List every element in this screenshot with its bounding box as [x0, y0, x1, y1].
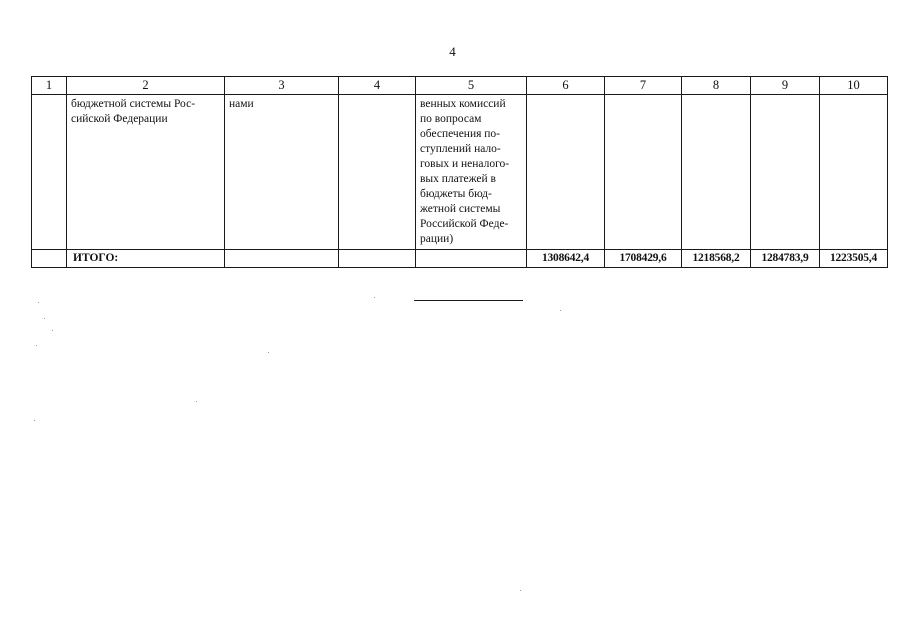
- row-cell-2: [67, 95, 225, 250]
- header-cell-1: 1: [32, 77, 67, 95]
- text-line: бюджеты бюд-: [420, 188, 492, 200]
- total-value-9: 1284783,9: [751, 250, 820, 268]
- scan-speck: [560, 310, 561, 311]
- text-line: обеспечения по-: [420, 128, 501, 140]
- row-cell-2-text: [71, 97, 220, 127]
- header-cell-9: 9: [751, 77, 820, 95]
- scan-speck: [44, 318, 45, 319]
- table-row: [32, 95, 888, 250]
- scan-speck: [196, 401, 197, 402]
- total-cell-5: [416, 250, 527, 268]
- total-row: [32, 250, 888, 268]
- header-cell-2: 2: [67, 77, 225, 95]
- row-cell-6: [527, 95, 605, 250]
- header-cell-4: 4: [339, 77, 416, 95]
- scan-speck: [34, 420, 35, 421]
- row-cell-9: [751, 95, 820, 250]
- total-cell-1: [32, 250, 67, 268]
- scan-speck: [520, 590, 521, 591]
- row-cell-4: [339, 95, 416, 250]
- scan-speck: [38, 302, 39, 303]
- header-cell-7: 7: [605, 77, 682, 95]
- row-cell-5: [416, 95, 527, 250]
- text-line: Российской Феде-: [420, 218, 509, 230]
- total-value-8: 1218568,2: [682, 250, 751, 268]
- scan-speck: [36, 345, 37, 346]
- header-cell-3: 3: [225, 77, 339, 95]
- header-cell-10: 10: [820, 77, 888, 95]
- row-cell-7: [605, 95, 682, 250]
- total-value-7: 1708429,6: [605, 250, 682, 268]
- row-cell-3: [225, 95, 339, 250]
- text-line: вых платежей в: [420, 173, 496, 185]
- row-cell-5-text: [420, 97, 522, 247]
- row-cell-10: [820, 95, 888, 250]
- text-line: по вопросам: [420, 113, 482, 125]
- text-line: рации): [420, 233, 454, 245]
- header-cell-8: 8: [682, 77, 751, 95]
- end-divider: [414, 300, 523, 301]
- row-cell-1: [32, 95, 67, 250]
- total-cell-3: [225, 250, 339, 268]
- text-line: жетной системы: [420, 203, 501, 215]
- total-label: ИТОГО:: [67, 250, 225, 268]
- text-line: говых и неналого-: [420, 158, 510, 170]
- row-cell-8: [682, 95, 751, 250]
- text-line: венных комиссий: [420, 98, 506, 110]
- scan-speck: [268, 352, 269, 353]
- page-number: 4: [449, 44, 456, 59]
- total-value-6: 1308642,4: [527, 250, 605, 268]
- text-line: сийской Федерации: [71, 113, 168, 125]
- text-line: бюджетной системы Рос-: [71, 98, 196, 110]
- total-value-10: 1223505,4: [820, 250, 888, 268]
- row-cell-3-text: нами: [229, 98, 254, 110]
- scan-speck: [52, 330, 53, 331]
- total-cell-4: [339, 250, 416, 268]
- header-cell-5: 5: [416, 77, 527, 95]
- table-header-row: [32, 77, 888, 95]
- budget-table: [31, 76, 888, 268]
- text-line: ступлений нало-: [420, 143, 501, 155]
- scan-speck: [374, 297, 375, 298]
- header-cell-6: 6: [527, 77, 605, 95]
